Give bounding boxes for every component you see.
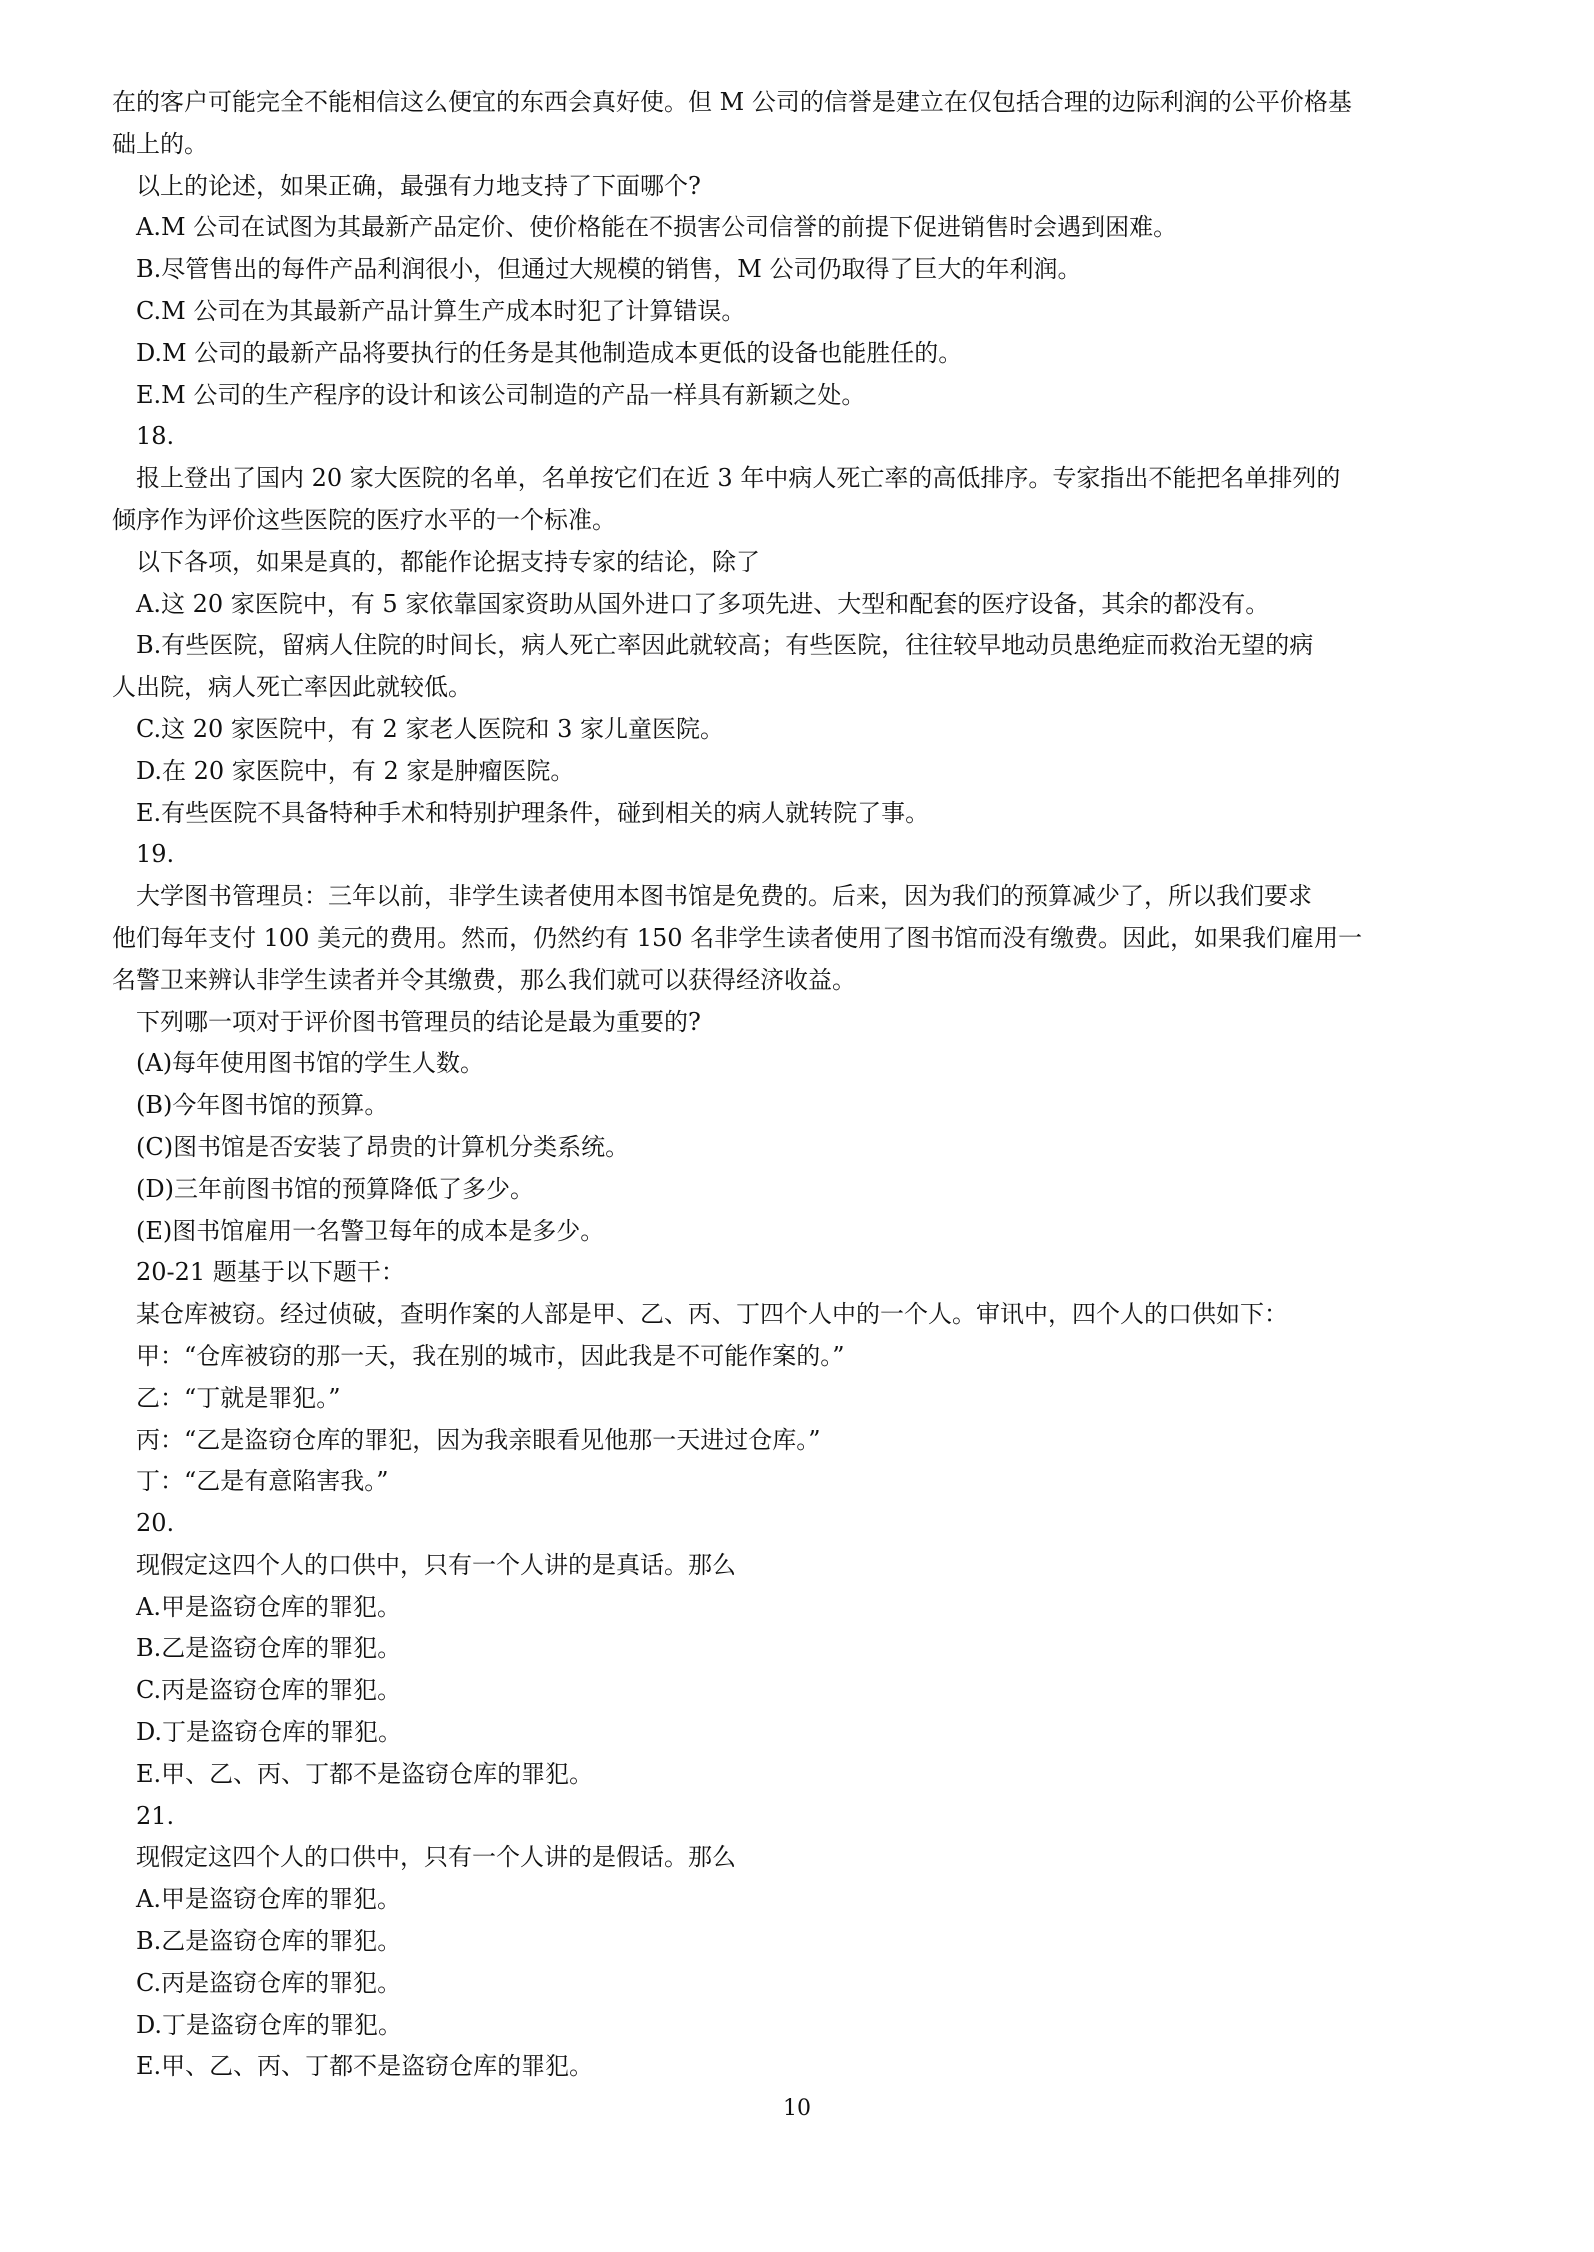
text-line: (B)今年图书馆的预算。 — [136, 1091, 389, 1120]
text-line: 以上的论述，如果正确，最强有力地支持了下面哪个? — [136, 171, 701, 200]
text-line: 20-21 题基于以下题干： — [136, 1258, 405, 1287]
text-line: 他们每年支付 100 美元的费用。然而，仍然约有 150 名非学生读者使用了图书馆而没有缴费。因此，如果我们雇用一 — [112, 923, 1363, 952]
text-line: C.丙是盗窃仓库的罪犯。 — [136, 1968, 402, 1997]
text-line: 某仓库被窃。经过侦破，查明作案的人部是甲、乙、丙、丁四个人中的一个人。审讯中，四个人的口供如下： — [136, 1300, 1288, 1329]
text-line: 乙：“丁就是罪犯。” — [136, 1383, 341, 1412]
text-line: E.甲、乙、丙、丁都不是盗窃仓库的罪犯。 — [136, 1759, 594, 1788]
text-line: 人出院，病人死亡率因此就较低。 — [112, 673, 472, 702]
text-line: 21. — [136, 1801, 175, 1830]
page-content — [112, 82, 1497, 2088]
text-line: 名警卫来辨认非学生读者并令其缴费，那么我们就可以获得经济收益。 — [112, 965, 856, 994]
text-line: A.甲是盗窃仓库的罪犯。 — [136, 1592, 401, 1621]
text-line: D.丁是盗窃仓库的罪犯。 — [136, 1718, 403, 1747]
text-line: E.甲、乙、丙、丁都不是盗窃仓库的罪犯。 — [136, 2052, 594, 2081]
text-line: A.甲是盗窃仓库的罪犯。 — [136, 1885, 401, 1914]
text-line: 下列哪一项对于评价图书管理员的结论是最为重要的? — [136, 1007, 701, 1036]
text-line: C.M 公司在为其最新产品计算生产成本时犯了计算错误。 — [136, 296, 746, 325]
text-line: 倾序作为评价这些医院的医疗水平的一个标准。 — [112, 505, 616, 534]
text-line: E.有些医院不具备特种手术和特别护理条件，碰到相关的病人就转院了事。 — [136, 798, 930, 827]
text-line: 现假定这四个人的口供中，只有一个人讲的是假话。那么 — [136, 1843, 736, 1872]
text-line: B.尽管售出的每件产品利润很小，但通过大规模的销售，M 公司仍取得了巨大的年利润。 — [136, 255, 1082, 284]
text-line: D.在 20 家医院中，有 2 家是肿瘤医院。 — [136, 756, 575, 785]
text-line: 在的客户可能完全不能相信这么便宜的东西会真好使。但 M 公司的信誉是建立在仅包括合理的边际利润的公平价格基 — [112, 88, 1352, 116]
text-line: B.有些医院，留病人住院的时间长，病人死亡率因此就较高；有些医院，往往较早地动员患绝症而救治无望的病 — [136, 631, 1314, 660]
text-line: D.M 公司的最新产品将要执行的任务是其他制造成本更低的设备也能胜任的。 — [136, 338, 963, 367]
text-line: B.乙是盗窃仓库的罪犯。 — [136, 1634, 402, 1663]
text-line: 大学图书管理员：三年以前，非学生读者使用本图书馆是免费的。后来，因为我们的预算减少了，所以我们要求 — [136, 882, 1312, 911]
text-line: (D)三年前图书馆的预算降低了多少。 — [136, 1174, 534, 1203]
text-line: 20. — [136, 1509, 175, 1538]
text-line: A.这 20 家医院中，有 5 家依靠国家资助从国外进口了多项先进、大型和配套的医疗设备，其余的都没有。 — [136, 589, 1270, 618]
text-line: 19. — [136, 840, 175, 869]
text-line: (C)图书馆是否安装了昂贵的计算机分类系统。 — [136, 1132, 630, 1161]
text-line: A.M 公司在试图为其最新产品定价、使价格能在不损害公司信誉的前提下促进销售时会遇到困难。 — [136, 213, 1178, 242]
text-line: 丁：“乙是有意陷害我。” — [136, 1467, 389, 1496]
text-line: 现假定这四个人的口供中，只有一个人讲的是真话。那么 — [136, 1550, 736, 1579]
text-line: D.丁是盗窃仓库的罪犯。 — [136, 2010, 403, 2039]
text-line: 18. — [136, 422, 175, 451]
text-line: C.丙是盗窃仓库的罪犯。 — [136, 1676, 402, 1705]
text-line: B.乙是盗窃仓库的罪犯。 — [136, 1927, 402, 1956]
text-line: C.这 20 家医院中，有 2 家老人医院和 3 家儿童医院。 — [136, 714, 724, 743]
text-line: 丙：“乙是盗窃仓库的罪犯，因为我亲眼看见他那一天进过仓库。” — [136, 1425, 821, 1454]
text-line: 报上登出了国内 20 家大医院的名单，名单按它们在近 3 年中病人死亡率的高低排序。专家指出不能把名单排列的 — [136, 464, 1341, 493]
text-line: (E)图书馆雇用一名警卫每年的成本是多少。 — [136, 1216, 605, 1245]
text-line: (A)每年使用图书馆的学生人数。 — [136, 1049, 485, 1078]
page-number: 10 — [783, 2096, 811, 2121]
text-line: E.M 公司的生产程序的设计和该公司制造的产品一样具有新颖之处。 — [136, 380, 866, 409]
text-line: 甲：“仓库被窃的那一天，我在别的城市，因此我是不可能作案的。” — [136, 1341, 845, 1370]
text-line: 础上的。 — [112, 129, 208, 158]
text-line: 以下各项，如果是真的，都能作论据支持专家的结论，除了 — [136, 547, 760, 576]
